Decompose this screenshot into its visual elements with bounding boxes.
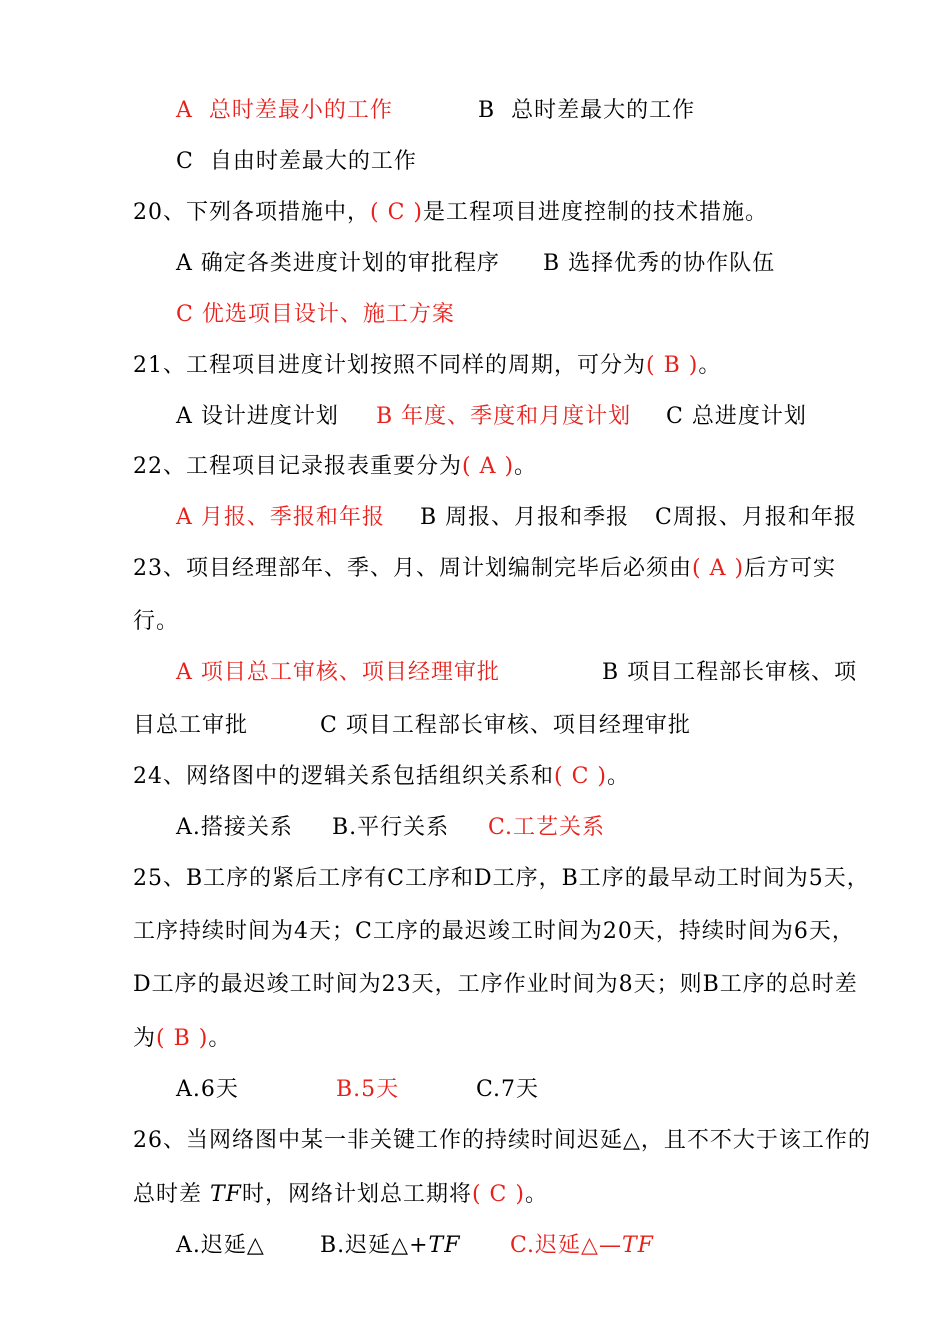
q20-option-a: A 确定各类进度计划的审批程序 <box>176 251 500 276</box>
q26-option-c-text: C.迟延△— <box>510 1233 622 1258</box>
q26-option-a: A.迟延△ <box>176 1233 265 1258</box>
q22-stem <box>133 452 537 482</box>
q25-stem-line4 <box>133 1024 231 1054</box>
q23-option-b: B 项目工程部长审核、项 <box>602 660 858 685</box>
q20-answer: ( C ) <box>370 200 423 225</box>
q21-option-a: A 设计进度计划 <box>176 404 339 429</box>
q25-option-a: A.6天 <box>176 1077 239 1102</box>
q25-option-b: B.5天 <box>336 1077 400 1102</box>
q24-answer: ( C ) <box>554 764 607 789</box>
q23-option-c: C 项目工程部长审核、项目经理审批 <box>320 713 691 738</box>
q25-option-c: C.7天 <box>476 1077 540 1102</box>
q26-answer: ( C ) <box>471 1182 525 1207</box>
q23-option-a: A 项目总工审核、项目经理审批 <box>176 660 500 685</box>
q24-option-c: C.工艺关系 <box>488 815 606 840</box>
q22-option-a: A 月报、季报和年报 <box>176 505 385 530</box>
q23-stem-pre: 23、项目经理部年、季、月、周计划编制完毕后必须由 <box>133 556 692 581</box>
q24-stem-pre: 24、网络图中的逻辑关系包括组织关系和 <box>133 764 554 789</box>
q22-stem-pre: 22、工程项目记录报表重要分为 <box>133 454 462 479</box>
q23-stem-post: 后方可实 <box>744 556 837 581</box>
q22-stem-post: 。 <box>514 454 538 479</box>
q19-option-a: A 总时差最小的工作 <box>176 98 393 123</box>
q26-option-c <box>510 1231 654 1261</box>
q20-stem-post: 是工程项目进度控制的技术措施。 <box>423 200 769 225</box>
q19-option-c: C 自由时差最大的工作 <box>176 149 417 174</box>
q24-stem <box>133 762 630 792</box>
q23-stem <box>133 554 836 584</box>
q25-stem-line2: 工序持续时间为4天；C工序的最迟竣工时间为20天，持续时间为6天， <box>133 919 855 944</box>
q22-option-c: C周报、月报和年报 <box>655 505 857 530</box>
q20-stem <box>133 198 768 228</box>
q26-option-c-tf: TF <box>621 1233 654 1258</box>
q25-stem-line4-post: 。 <box>208 1026 232 1051</box>
q23-option-b-line2: 目总工审批 <box>133 713 249 738</box>
q21-option-c: C 总进度计划 <box>666 404 807 429</box>
q25-stem-line1: 25、B工序的紧后工序有C工序和D工序，B工序的最早动工时间为5天， <box>133 866 870 891</box>
q26-option-b-text: B.迟延△+ <box>320 1233 429 1258</box>
q21-stem-pre: 21、工程项目进度计划按照不同样的周期，可分为 <box>133 353 646 378</box>
q26-stem-line2-mid: 时，网络计划总工期将 <box>241 1182 472 1207</box>
q26-option-b-tf: TF <box>428 1233 461 1258</box>
q20-option-c: C 优选项目设计、施工方案 <box>176 302 455 327</box>
q22-option-b: B 周报、月报和季报 <box>420 505 630 530</box>
q22-answer: ( A ) <box>462 454 515 479</box>
q25-stem-line3: D工序的最迟竣工时间为23天，工序作业时间为8天；则B工序的总时差 <box>133 972 858 997</box>
q23-stem-line2: 行。 <box>133 609 180 634</box>
q26-stem-line1: 26、当网络图中某一非关键工作的持续时间迟延△，且不不大于该工作的 <box>133 1128 871 1153</box>
q24-option-b: B.平行关系 <box>332 815 450 840</box>
q26-stem-line2-post: 。 <box>524 1182 548 1207</box>
q21-option-b: B 年度、季度和月度计划 <box>376 404 632 429</box>
q26-stem-line2-pre: 总时差 <box>133 1182 210 1207</box>
q20-stem-pre: 20、下列各项措施中， <box>133 200 370 225</box>
q25-answer: ( B ) <box>156 1026 209 1051</box>
q24-stem-post: 。 <box>607 764 631 789</box>
q24-option-a: A.搭接关系 <box>176 815 293 840</box>
q21-answer: ( B ) <box>646 353 699 378</box>
q26-stem-line2 <box>133 1180 548 1210</box>
q25-stem-line4-pre: 为 <box>133 1026 157 1051</box>
q21-stem-post: 。 <box>698 353 722 378</box>
q26-option-b <box>320 1231 460 1261</box>
q26-tf: TF <box>210 1182 242 1207</box>
q21-stem <box>133 351 721 381</box>
q20-option-b: B 选择优秀的协作队伍 <box>543 251 776 276</box>
q19-option-b: B 总时差最大的工作 <box>478 98 696 123</box>
q23-answer: ( A ) <box>692 556 745 581</box>
